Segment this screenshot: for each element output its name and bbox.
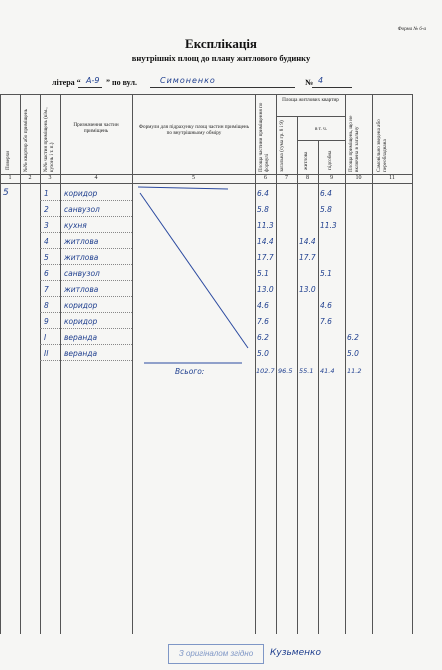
- row-guide-line: [40, 360, 132, 361]
- row-4-part: 4: [44, 237, 49, 246]
- row-5-area: 17.7: [257, 253, 274, 262]
- row-4-purpose: житлова: [64, 237, 99, 246]
- row-9-area: 7.6: [257, 317, 269, 326]
- row-3-purpose: кухня: [64, 221, 87, 230]
- number-underline: [312, 87, 352, 88]
- litera-underline: [78, 87, 102, 88]
- row-guide-line: [40, 280, 132, 281]
- header-apartment: №№ квартир або приміщень: [23, 109, 29, 172]
- row-guide-line: [40, 232, 132, 233]
- row-8-area: 4.6: [257, 301, 269, 310]
- litera-suffix: ” по вул.: [106, 78, 137, 87]
- col-number: 7: [285, 175, 288, 181]
- row-3-area: 11.3: [257, 221, 274, 230]
- row-11-extra: 5.0: [347, 349, 359, 358]
- row-10-purpose: веранда: [64, 333, 98, 342]
- header-incl: в т. ч.: [314, 126, 328, 132]
- row-6-part: 6: [44, 269, 49, 278]
- row-1-purpose: коридор: [64, 189, 98, 198]
- row-2-purpose: санвузол: [64, 205, 100, 214]
- header-parts: №№ частин приміщень (кім., кухонь і т. п.): [43, 107, 55, 172]
- row-1-part: 1: [44, 189, 49, 198]
- row-guide-line: [40, 216, 132, 217]
- row-1-floor: 5: [3, 188, 9, 198]
- row-9-part: 9: [44, 317, 49, 326]
- row-2-area: 5.8: [257, 205, 269, 214]
- row-guide-line: [40, 296, 132, 297]
- header-formulas: Формули для підрахунку площ частин приміщень по внутрішньому обміру: [138, 124, 250, 136]
- col-number: 9: [330, 175, 333, 181]
- form-number: Форма № 6-а: [397, 27, 426, 32]
- header-area-total: Площа частини приміщення по формулі: [258, 102, 270, 172]
- row-11-purpose: веранда: [64, 349, 98, 358]
- row-guide-line: [40, 200, 132, 201]
- row-2-part: 2: [44, 205, 49, 214]
- row-8-aux: 4.6: [320, 301, 332, 310]
- row-10-part: I: [44, 333, 47, 342]
- header-aux: підсобна: [327, 150, 333, 170]
- row-9-purpose: коридор: [64, 317, 98, 326]
- signature: Кузьменко: [270, 648, 321, 658]
- row-6-aux: 5.1: [320, 269, 332, 278]
- number-label: №: [305, 78, 314, 87]
- col-number: 3: [48, 175, 52, 181]
- row-10-extra: 6.2: [347, 333, 359, 342]
- row-5-purpose: житлова: [64, 253, 99, 262]
- certification-stamp: З оригіналом згідно: [168, 644, 264, 664]
- street-underline: [150, 87, 295, 88]
- row-6-area: 5.1: [257, 269, 269, 278]
- row-2-aux: 5.8: [320, 205, 332, 214]
- litera-value: А-9: [86, 76, 100, 85]
- header-floor: Поверхи: [5, 150, 11, 170]
- totals-label: Всього:: [175, 367, 205, 376]
- row-4-living: 14.4: [299, 237, 316, 246]
- row-7-purpose: житлова: [64, 285, 99, 294]
- row-3-aux: 11.3: [320, 221, 337, 230]
- header-living-group: Площа житлових квартир: [282, 97, 339, 103]
- house-number: 4: [318, 76, 324, 85]
- header-purpose: Призначення частин приміщень: [73, 122, 119, 134]
- row-8-purpose: коридор: [64, 301, 98, 310]
- col-number: 6: [264, 175, 267, 181]
- col-number: 4: [94, 175, 98, 181]
- row-guide-line: [40, 264, 132, 265]
- row-5-part: 5: [44, 253, 49, 262]
- row-1-aux: 6.4: [320, 189, 332, 198]
- row-9-aux: 7.6: [320, 317, 332, 326]
- header-living: житлова: [303, 151, 309, 170]
- row-3-part: 3: [44, 221, 49, 230]
- row-7-part: 7: [44, 285, 49, 294]
- document-subtitle: внутрішніх площ до плану житлового будинку: [131, 53, 311, 63]
- col-number: 11: [389, 175, 395, 181]
- formula-strike-marks: [132, 183, 255, 463]
- row-guide-line: [40, 344, 132, 345]
- row-7-living: 13.0: [299, 285, 316, 294]
- row-guide-line: [40, 248, 132, 249]
- col-number: 8: [306, 175, 309, 181]
- row-guide-line: [40, 312, 132, 313]
- totals-aux: 41.4: [320, 367, 335, 375]
- litera-prefix: літера “: [52, 78, 81, 87]
- header-total-sum: загальна (сума гр. 8 і 9): [279, 120, 285, 172]
- row-5-living: 17.7: [299, 253, 316, 262]
- row-6-purpose: санвузол: [64, 269, 100, 278]
- col-number: 2: [28, 175, 32, 181]
- row-7-area: 13.0: [257, 285, 274, 294]
- col-number: 5: [192, 175, 195, 181]
- header-room-area: Площа приміщень, що не включена в загальну: [348, 115, 360, 172]
- row-8-part: 8: [44, 301, 49, 310]
- row-11-part: II: [44, 349, 49, 358]
- row-11-area: 5.0: [257, 349, 269, 358]
- header-self-built: Самовільно зведена або переобладнана: [376, 119, 388, 172]
- row-guide-line: [40, 328, 132, 329]
- totals-extra: 11.2: [347, 367, 362, 375]
- totals-living: 55.1: [299, 367, 314, 375]
- explication-table: [0, 94, 412, 634]
- col-number: 1: [8, 175, 12, 181]
- row-1-area: 6.4: [257, 189, 269, 198]
- row-4-area: 14.4: [257, 237, 274, 246]
- row-10-area: 6.2: [257, 333, 269, 342]
- col-number: 10: [355, 175, 362, 181]
- street-name: Симоненко: [160, 76, 216, 85]
- totals-area: 102.7: [256, 367, 275, 375]
- document-title: Експлікація: [185, 36, 257, 51]
- totals-total: 96.5: [278, 367, 293, 375]
